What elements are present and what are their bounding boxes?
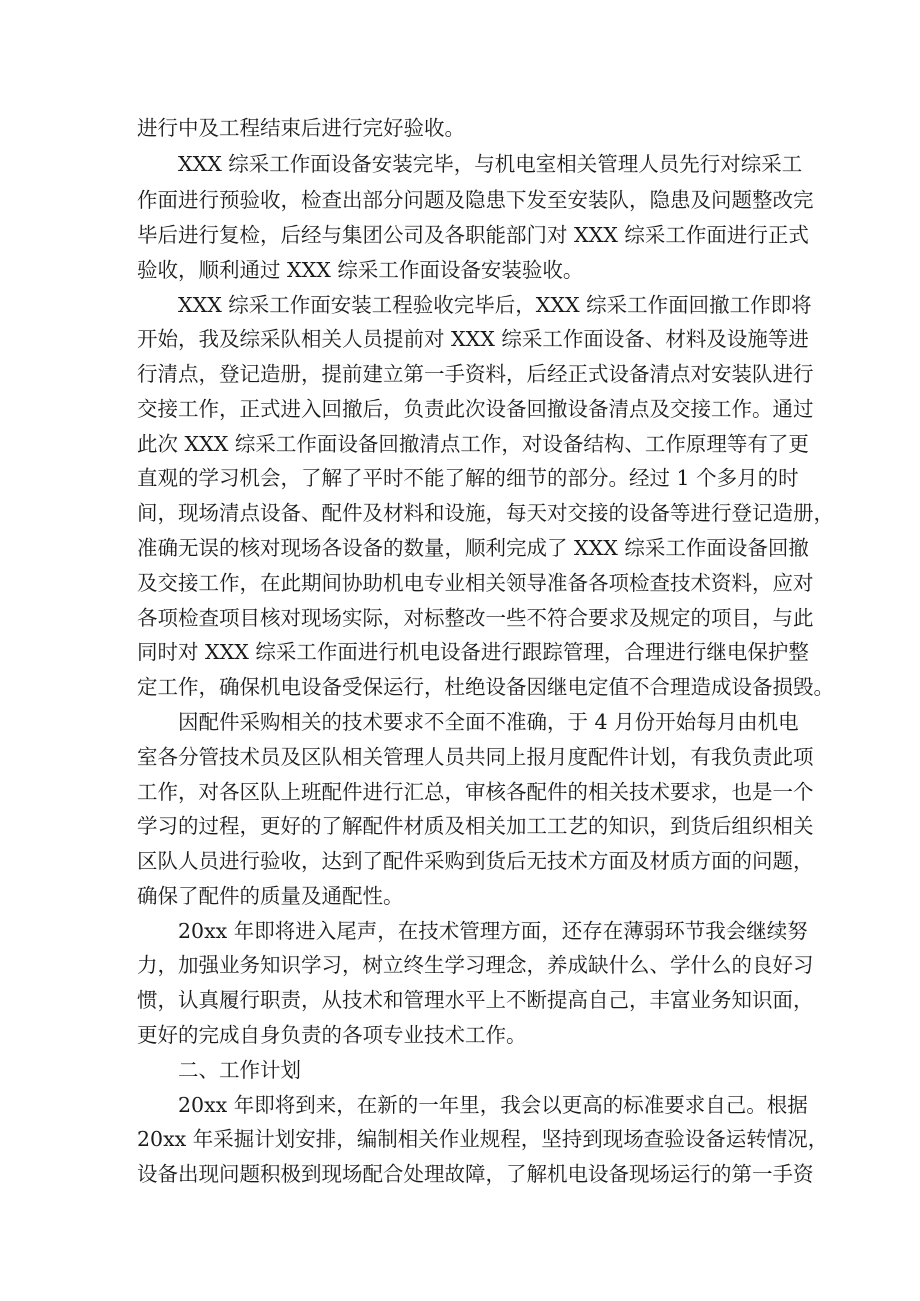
paragraph-line: 交接工作，正式进入回撤后，负责此次设备回撤设备清点及交接工作。通过 bbox=[137, 397, 814, 421]
paragraph-line: 确保了配件的质量及通配性。 bbox=[137, 884, 404, 908]
paragraph-line: 惯，认真履行职责，从技术和管理水平上不断提高自己，丰富业务知识面， bbox=[137, 988, 814, 1012]
paragraph-line: 区队人员进行验收，达到了配件采购到货后无技术方面及材质方面的问题， bbox=[137, 849, 814, 873]
paragraph-line: 间，现场清点设备、配件及材料和设施，每天对交接的设备等进行登记造册， bbox=[137, 501, 834, 525]
paragraph-line: 毕后进行复检，后经与集团公司及各职能部门对 XXX 综采工作面进行正式 bbox=[137, 223, 809, 247]
paragraph-line: 20xx 年采掘计划安排，编制相关作业规程，坚持到现场查验设备运转情况， bbox=[137, 1127, 829, 1151]
paragraph-line: 各项检查项目核对现场实际，对标整改一些不符合要求及规定的项目，与此 bbox=[137, 606, 814, 630]
paragraph-line: 工作，对各区队上班配件进行汇总，审核各配件的相关技术要求，也是一个 bbox=[137, 780, 814, 804]
paragraph-line: 直观的学习机会，了解了平时不能了解的细节的部分。经过 1 个多月的时 bbox=[137, 466, 799, 490]
paragraph-line: 力，加强业务知识学习，树立终生学习理念，养成缺什么、学什么的良好习 bbox=[137, 953, 814, 977]
paragraph-line: XXX 综采工作面安装工程验收完毕后，XXX 综采工作面回撤工作即将 bbox=[178, 293, 812, 317]
paragraph-line: 20xx 年即将进入尾声，在技术管理方面，还存在薄弱环节我会继续努 bbox=[178, 919, 808, 943]
paragraph-line: 设备出现问题积极到现场配合处理故障，了解机电设备现场运行的第一手资 bbox=[137, 1162, 814, 1186]
paragraph-line: 进行中及工程结束后进行完好验收。 bbox=[137, 116, 465, 140]
paragraph-line: 学习的过程，更好的了解配件材质及相关加工工艺的知识，到货后组织相关 bbox=[137, 814, 814, 838]
paragraph-line: 作面进行预验收，检查出部分问题及隐患下发至安装队，隐患及问题整改完 bbox=[137, 188, 814, 212]
paragraph-line: 室各分管技术员及区队相关管理人员共同上报月度配件计划，有我负责此项 bbox=[137, 745, 814, 769]
section-heading: 二、工作计划 bbox=[178, 1058, 301, 1082]
paragraph-line: 行清点，登记造册，提前建立第一手资料，后经正式设备清点对安装队进行 bbox=[137, 362, 814, 386]
paragraph-line: XXX 综采工作面设备安装完毕，与机电室相关管理人员先行对综采工 bbox=[178, 152, 803, 176]
paragraph-line: 此次 XXX 综采工作面设备回撤清点工作，对设备结构、工作原理等有了更 bbox=[137, 432, 809, 456]
paragraph-line: 同时对 XXX 综采工作面进行机电设备进行跟踪管理，合理进行继电保护整 bbox=[137, 640, 809, 664]
paragraph-line: 准确无误的核对现场各设备的数量，顺利完成了 XXX 综采工作面设备回撤 bbox=[137, 536, 809, 560]
paragraph-line: 20xx 年即将到来，在新的一年里，我会以更高的标准要求自己。根据 bbox=[178, 1093, 808, 1117]
paragraph-line: 因配件采购相关的技术要求不全面不准确，于 4 月份开始每月由机电 bbox=[178, 710, 799, 734]
paragraph-line: 更好的完成自身负责的各项专业技术工作。 bbox=[137, 1023, 527, 1047]
paragraph-line: 验收，顺利通过 XXX 综采工作面设备安装验收。 bbox=[137, 258, 584, 282]
paragraph-line: 定工作，确保机电设备受保运行，杜绝设备因继电定值不合理造成设备损毁。 bbox=[137, 675, 834, 699]
paragraph-line: 及交接工作，在此期间协助机电专业相关领导准备各项检查技术资料，应对 bbox=[137, 571, 814, 595]
paragraph-line: 开始，我及综采队相关人员提前对 XXX 综采工作面设备、材料及设施等进 bbox=[137, 327, 809, 351]
